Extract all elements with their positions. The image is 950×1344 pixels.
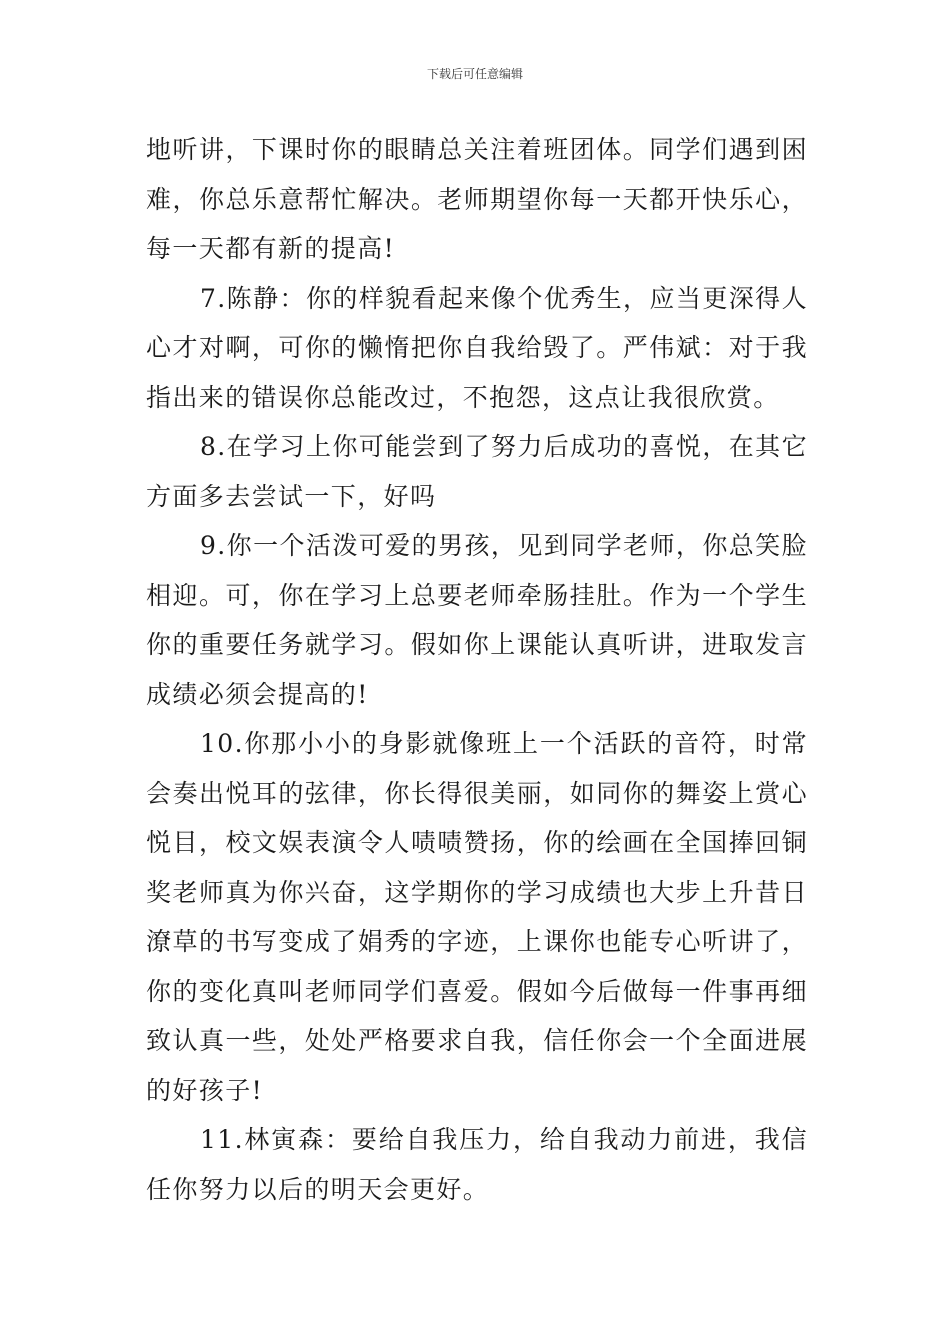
document-body	[146, 125, 808, 1214]
paragraph-item-11: 11.林寅森：要给自我压力，给自我动力前进，我信任你努力以后的明天会更好。	[146, 1125, 808, 1204]
paragraph-item-9: 9.你一个活泼可爱的男孩，见到同学老师，你总笑脸相迎。可，你在学习上总要老师牵肠挂肚。作为一个学生你的重要任务就学习。假如你上课能认真听讲，进取发言成绩必须会提高的!	[146, 531, 808, 709]
paragraph-item-7: 7.陈静：你的样貌看起来像个优秀生，应当更深得人心才对啊，可你的懒惰把你自我给毁了。严伟斌：对于我指出来的错误你总能改过，不抱怨，这点让我很欣赏。	[146, 283, 808, 412]
paragraph-continued: 地听讲，下课时你的眼睛总关注着班团体。同学们遇到困难，你总乐意帮忙解决。老师期望你每一天都开快乐心，每一天都有新的提高!	[146, 135, 808, 263]
page-header: 下载后可任意编辑	[426, 67, 523, 81]
paragraph-item-8: 8.在学习上你可能尝到了努力后成功的喜悦，在其它方面多去尝试一下，好吗	[146, 432, 808, 511]
paragraph-item-10: 10.你那小小的身影就像班上一个活跃的音符，时常会奏出悦耳的弦律，你长得很美丽，如同你的舞姿上赏心悦目，校文娱表演令人啧啧赞扬，你的绘画在全国捧回铜奖老师真为你兴奋，这学期你的学习成绩也大步上升昔日潦草的书写变成了娟秀的字迹，上课你也能专心听讲了，你的变化真叫老师同学们喜爱。假如今后做每一件事再细致认真一些，处处严格要求自我，信任你会一个全面进展的好孩子!	[146, 729, 808, 1105]
